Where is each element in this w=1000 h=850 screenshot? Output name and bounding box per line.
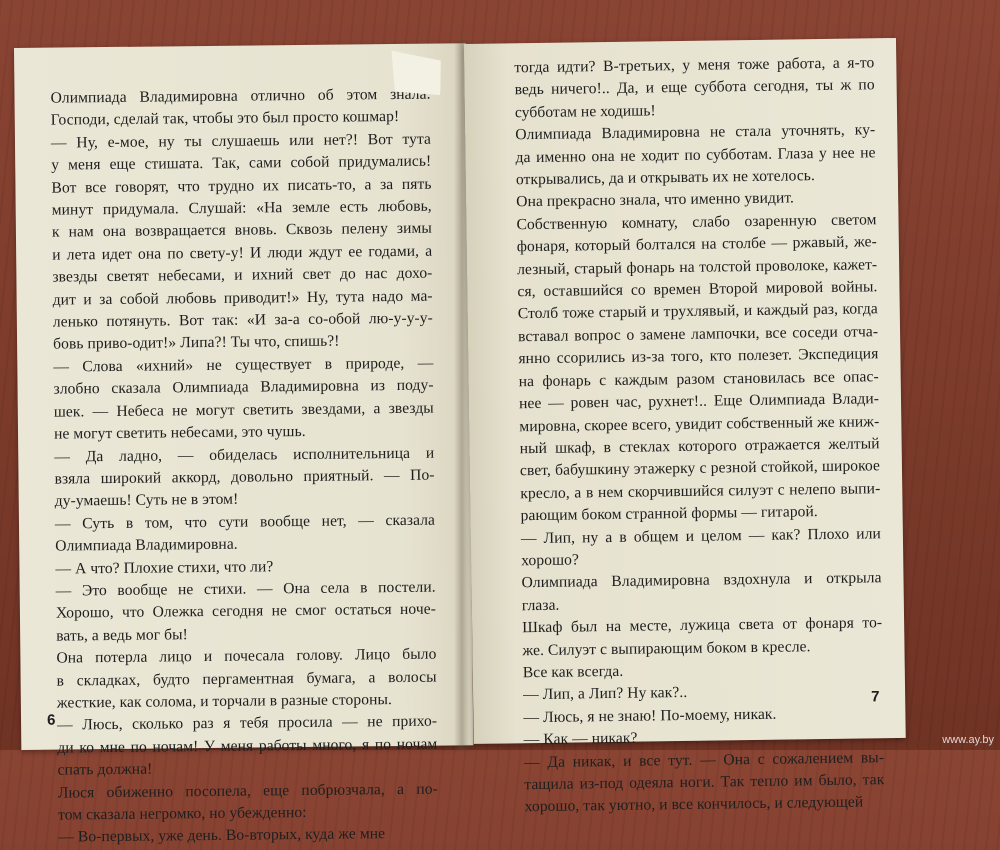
- text-line: — Как — никак?: [523, 729, 638, 749]
- text-line: Люся обиженно посопела, еще побрюзчала, а по-: [57, 780, 438, 802]
- text-line: Олимпиада Владимировна.: [55, 535, 238, 555]
- text-line: субботам не ходишь!: [514, 102, 656, 122]
- text-line: ди ко мне по ночам! У меня работы много, я по ночам: [57, 735, 438, 757]
- text-line: Олимпиада Владимировна отлично об этом знала.: [50, 85, 431, 107]
- text-line: рающим боком странной формы — гитарой.: [520, 503, 818, 525]
- text-line: дит и за собой любовь приводит!» Ну, тута надо ма-: [52, 287, 433, 309]
- text-line: на фонарь с каждым разом становилась все опас-: [518, 367, 879, 390]
- text-line: Олимпиада Владимировна не стала уточнять, ку-: [515, 121, 876, 144]
- text-line: тащила из-под одеяла ноги. Так тепло им было, так: [524, 771, 885, 794]
- text-line: и лета идет она по свету-у! И люди ждут ее годами, а: [52, 242, 433, 264]
- text-line: Все как всегда.: [522, 662, 624, 682]
- left-page-text: [50, 84, 438, 850]
- text-line: ный шкаф, в стеклах которого отражается желтый: [519, 435, 880, 458]
- text-line: глаза.: [521, 596, 560, 614]
- text-line: в складках, будто пергаментная бумага, а волосы: [56, 668, 437, 690]
- text-line: — А что? Плохие стихи, что ли?: [55, 557, 274, 578]
- text-line: да именно она не ходит по субботам. Глаза у нее не: [515, 143, 876, 166]
- text-line: Хорошо, что Олежка сегодня не смог остаться ноче-: [55, 600, 436, 622]
- text-line: Олимпиада Владимировна вздохнула и открыла: [521, 569, 882, 592]
- text-line: том сказала негромко, но убежденно:: [57, 803, 307, 824]
- text-line: взяла широкий аккорд, довольно приятный. — По-: [54, 466, 435, 488]
- text-line: — Ну, е-мое, ну ты слушаешь или нет?! Вот тута: [50, 130, 432, 152]
- text-line: мировна, скорее всего, увидит собственный же книж-: [519, 412, 880, 435]
- text-line: хорошо, так уютно, и все кончилось, и следующей: [524, 793, 864, 816]
- text-line: свет, бабушкину этажерку с резной стойкой, широкое: [519, 457, 881, 480]
- text-line: Шкаф был на месте, лужица света от фонаря то-: [522, 614, 883, 637]
- text-line: ся, оставшийся со времен Второй мировой войны.: [517, 278, 878, 301]
- text-line: шек. — Небеса не могут светить звездами, а звезды: [53, 399, 434, 421]
- text-line: Собственную комнату, слабо озаренную светом: [516, 211, 877, 234]
- text-line: — Люсь, я не знаю! По-моему, никак.: [523, 705, 777, 727]
- text-line: не могут светить небесами, это чушь.: [53, 423, 306, 443]
- text-line: жесткие, как солома, и торчали в разные стороны.: [56, 691, 393, 712]
- text-line: хорошо?: [521, 551, 580, 570]
- text-line: ведь ничего!.. Да, и еще суббота сегодня, ты ж по: [514, 76, 875, 99]
- right-page-number: 7: [871, 688, 880, 706]
- text-line: спать должна!: [57, 760, 153, 779]
- text-line: ленько потянуть. Вот так: «И за-а со-обой лю-у-у-у-: [52, 309, 433, 331]
- text-line: Она потерла лицо и почесала голову. Лицо было: [56, 645, 437, 667]
- text-line: — Люсь, сколько раз я тебя просила — не прихо-: [57, 712, 438, 734]
- text-line: фонаря, который болтался на столбе — ржавый, же-: [516, 233, 877, 256]
- text-line: Она прекрасно знала, что именно увидит.: [516, 189, 795, 211]
- text-line: — Суть в том, что сути вообще нет, — сказала: [54, 511, 436, 533]
- text-line: Столб тоже старый и трухлявый, и каждый раз, когда: [517, 300, 878, 323]
- text-line: — Да никак, и все тут. — Она с сожалением вы-: [523, 748, 885, 771]
- text-line: — Лип, а Лип? Ну как?..: [522, 684, 688, 704]
- right-page-text: [514, 52, 885, 819]
- text-line: нее — ровен час, рухнет!.. Еще Олимпиада Влади-: [518, 390, 880, 413]
- text-line: же. Силуэт с выпирающим боком в кресле.: [522, 637, 811, 659]
- text-line: кресло, а в нем скорчившийся силуэт с нелепо выпи-: [520, 479, 881, 502]
- text-line: Вот все говорят, что трудно их писать-то, а за пять: [51, 175, 432, 197]
- text-line: открывались, да и открывать их не хотелось.: [515, 167, 815, 189]
- left-book-page: [14, 43, 473, 846]
- text-line: — Во-первых, уже день. Во-вторых, куда же мне: [58, 825, 386, 846]
- text-line: минут придумала. Слушай: «На земле есть любовь,: [51, 197, 432, 219]
- text-line: тогда идти? В-третьих, у меня тоже работа, а я-то: [514, 54, 875, 77]
- text-line: бовь приво-одит!» Липа?! Ты что, спишь?!: [53, 333, 340, 354]
- left-page-number: 6: [46, 711, 56, 729]
- text-line: лезный, старый фонарь на толстой проволоке, кажет-: [517, 255, 878, 278]
- text-line: — Слова «ихний» не существует в природе, —: [53, 354, 434, 376]
- text-line: ду-умаешь! Суть не в этом!: [54, 490, 239, 510]
- text-line: Господи, сделай так, чтобы это был просто кошмар!: [50, 108, 400, 130]
- text-line: к нам она возвращается вновь. Сквозь пелену зимы: [51, 220, 433, 242]
- text-line: — Это вообще не стихи. — Она села в постели.: [55, 578, 436, 600]
- text-line: вать, а ведь мог бы!: [56, 625, 188, 645]
- text-line: вставал вопрос о замене лампочки, все соседи отча-: [517, 323, 879, 346]
- right-book-page: [464, 38, 906, 816]
- text-line: злобно сказала Олимпиада Владимировна из поду-: [53, 376, 434, 398]
- text-line: звезды светят небесами, и ихний свет до нас дохо-: [52, 264, 433, 286]
- watermark-text: www.ay.by: [942, 734, 994, 746]
- text-line: у меня еще стишата. Так, сами собой придумались!: [51, 152, 432, 174]
- text-line: янно ссорились из-за того, кто полезет. Экспедиция: [518, 345, 879, 368]
- text-line: — Да ладно, — обиделась исполнительница и: [54, 444, 435, 466]
- text-line: — Лип, ну а в общем и целом — как? Плохо или: [520, 524, 881, 547]
